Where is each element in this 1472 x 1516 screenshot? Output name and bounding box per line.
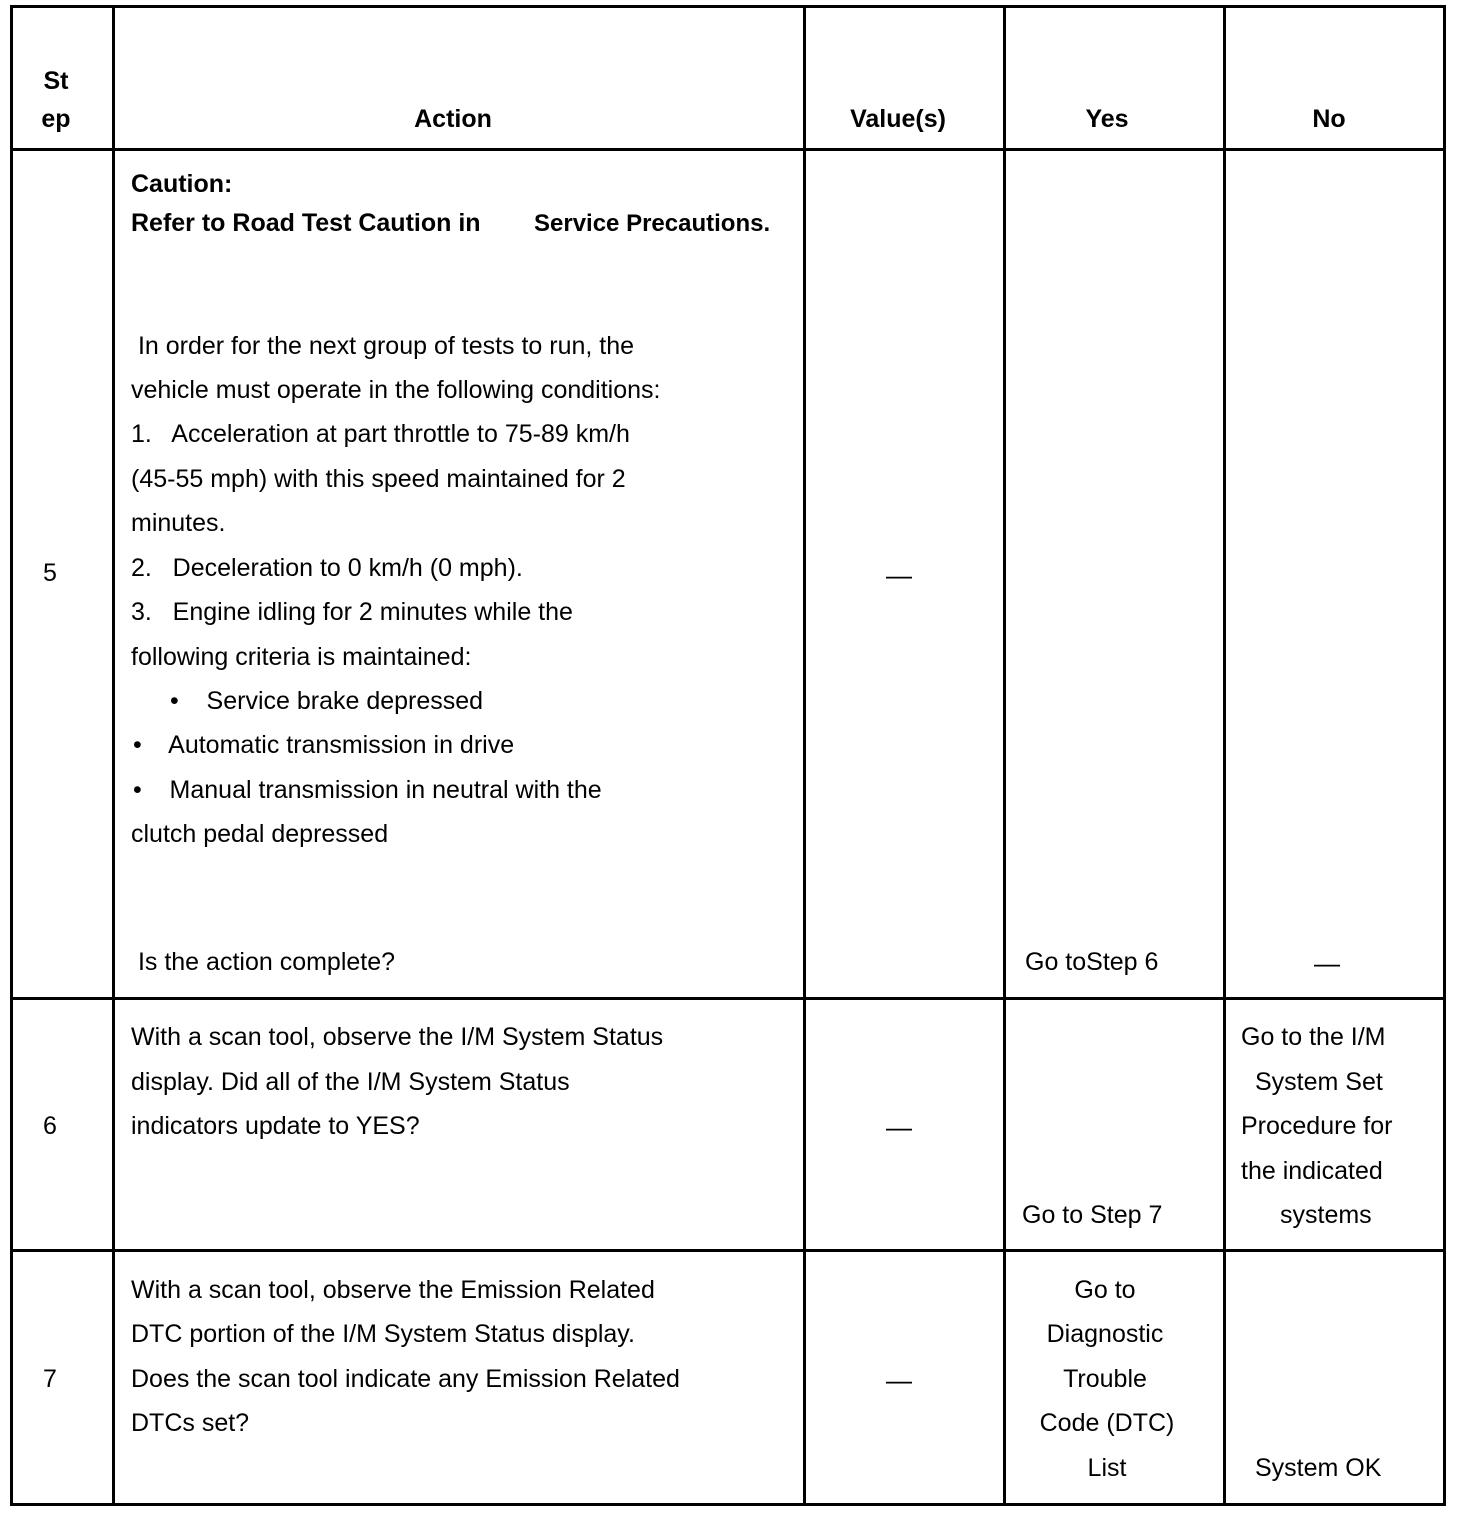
- row5-line: 1. Acceleration at part throttle to 75-89 km/h: [131, 420, 630, 448]
- row7-yes-line[interactable]: Diagnostic: [1046, 1320, 1164, 1348]
- row5-divider: [10, 997, 1446, 1000]
- row6-line: With a scan tool, observe the I/M System Status: [131, 1023, 664, 1051]
- row7-line: With a scan tool, observe the Emission Related: [131, 1276, 655, 1304]
- row6-no-line[interactable]: systems: [1280, 1201, 1372, 1229]
- row6-no-line[interactable]: Go to the I/M: [1241, 1023, 1386, 1051]
- row7-line: DTC portion of the I/M System Status display.: [131, 1320, 635, 1348]
- row7-yes-line[interactable]: List: [1087, 1454, 1127, 1482]
- table-border-left: [10, 5, 13, 1506]
- header-yes: Yes: [1085, 105, 1129, 133]
- row7-yes-line[interactable]: Code (DTC): [1039, 1409, 1175, 1437]
- row7-step: 7: [43, 1365, 57, 1393]
- row6-line: indicators update to YES?: [131, 1112, 420, 1140]
- row6-yes-link[interactable]: Go to Step 7: [1022, 1201, 1163, 1229]
- row6-step: 6: [43, 1112, 57, 1140]
- col-divider-step: [112, 5, 115, 1506]
- row5-caution-title: Caution:: [131, 170, 233, 198]
- header-step-line1: St: [43, 67, 69, 95]
- row5-yes-link[interactable]: Go toStep 6: [1025, 948, 1159, 976]
- row5-line: 3. Engine idling for 2 minutes while the: [131, 598, 573, 626]
- header-no: No: [1312, 105, 1346, 133]
- row5-value: —: [886, 560, 912, 590]
- header-action: Action: [414, 105, 492, 133]
- row5-line: minutes.: [131, 509, 226, 537]
- row5-line: following criteria is maintained:: [131, 643, 472, 671]
- col-divider-values: [1003, 5, 1006, 1506]
- row7-line: DTCs set?: [131, 1409, 250, 1437]
- row5-caution-link[interactable]: Service Precautions.: [534, 210, 771, 237]
- row7-yes-line[interactable]: Trouble: [1063, 1365, 1147, 1393]
- header-divider: [10, 148, 1446, 151]
- table-border-top: [10, 5, 1446, 8]
- row5-line: • Manual transmission in neutral with the: [133, 776, 602, 804]
- row5-step: 5: [43, 559, 57, 587]
- row7-no: System OK: [1255, 1454, 1382, 1482]
- row5-line: 2. Deceleration to 0 km/h (0 mph).: [131, 554, 523, 582]
- row6-line: display. Did all of the I/M System Status: [131, 1068, 570, 1096]
- row7-line: Does the scan tool indicate any Emission Related: [131, 1365, 680, 1393]
- row5-line: clutch pedal depressed: [131, 820, 389, 848]
- table-border-right: [1443, 5, 1446, 1506]
- row5-no: —: [1314, 948, 1340, 978]
- row6-no-line[interactable]: System Set: [1255, 1068, 1383, 1096]
- row6-divider: [10, 1249, 1446, 1252]
- row6-no-line[interactable]: the indicated: [1241, 1157, 1383, 1185]
- row6-value: —: [886, 1112, 912, 1142]
- row7-yes-line[interactable]: Go to: [1074, 1276, 1136, 1304]
- row5-question: Is the action complete?: [131, 948, 396, 976]
- header-values: Value(s): [850, 105, 946, 133]
- row5-line: vehicle must operate in the following conditions:: [131, 376, 661, 404]
- col-divider-action: [803, 5, 806, 1506]
- row5-line: In order for the next group of tests to run, the: [131, 332, 635, 360]
- row5-caution-text: Refer to Road Test Caution in: [131, 209, 481, 237]
- row7-value: —: [886, 1365, 912, 1395]
- row5-line: • Automatic transmission in drive: [133, 731, 515, 759]
- row5-line: • Service brake depressed: [170, 687, 484, 715]
- table-border-bottom: [10, 1503, 1446, 1506]
- row6-no-line[interactable]: Procedure for: [1241, 1112, 1393, 1140]
- row5-line: (45-55 mph) with this speed maintained for 2: [131, 465, 626, 493]
- col-divider-yes: [1223, 5, 1226, 1506]
- header-step-line2: ep: [41, 105, 71, 133]
